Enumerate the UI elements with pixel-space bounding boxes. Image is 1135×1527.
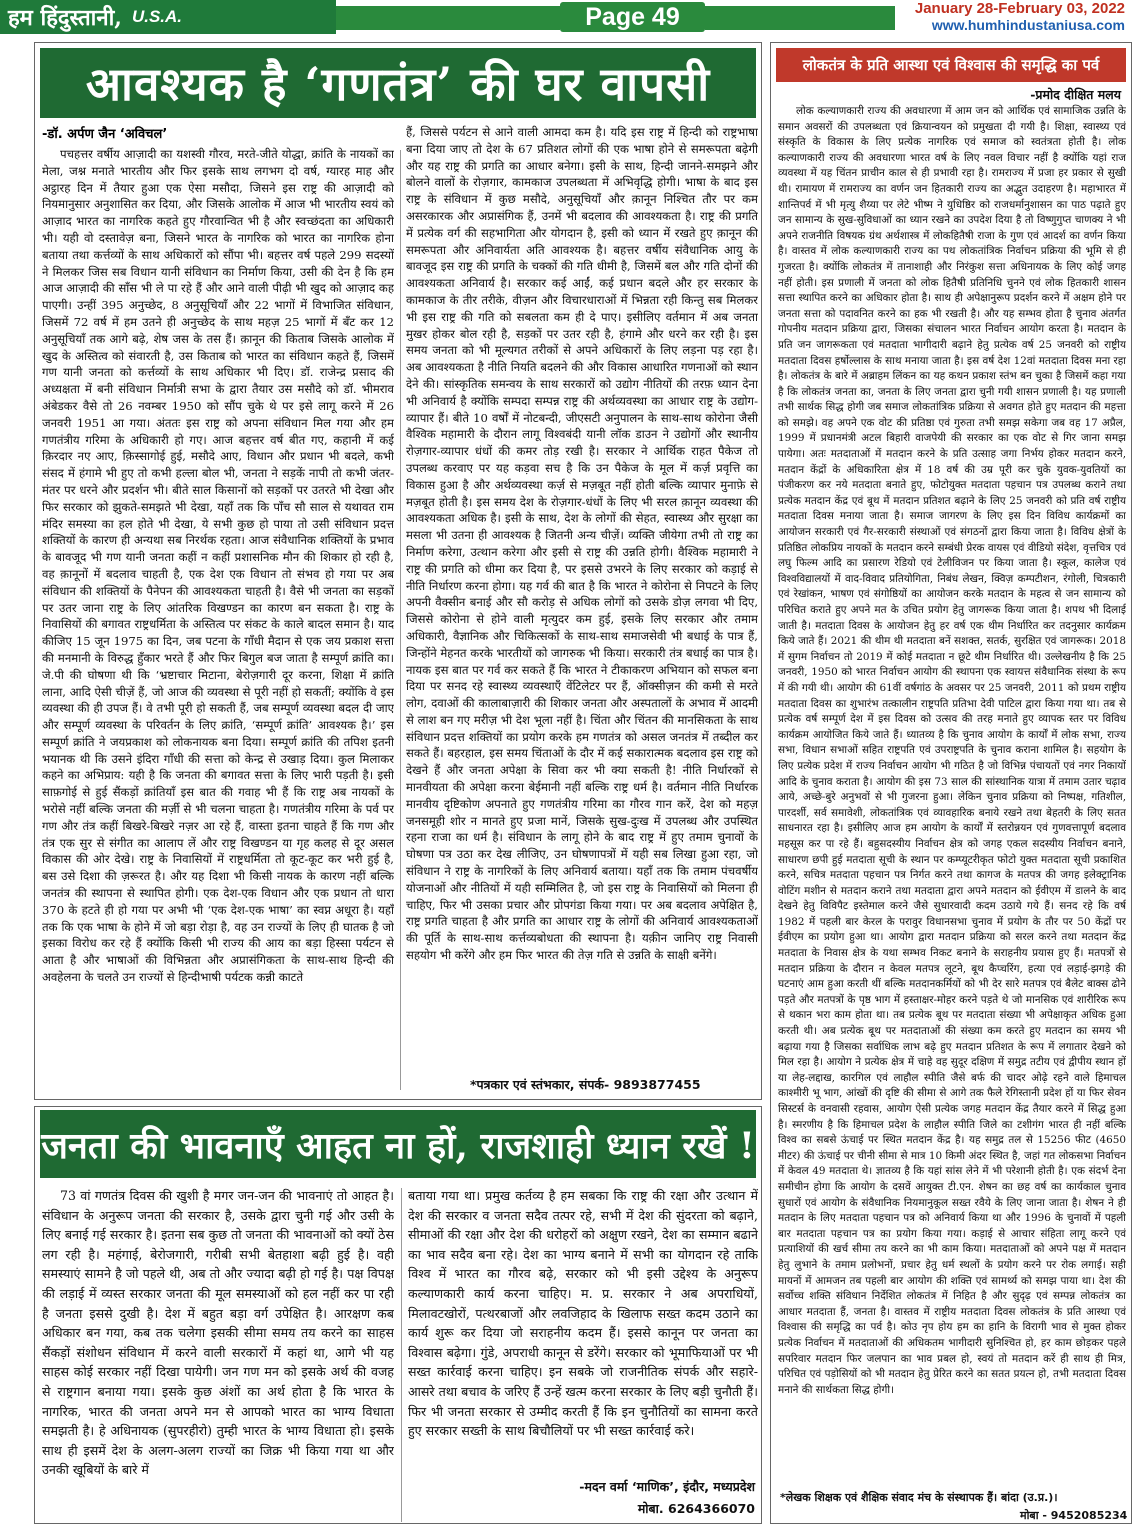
article-1-headline: आवश्यक है ‘गणतंत्र’ की घर वापसी (40, 48, 756, 118)
article-1-author: -डॉ. अर्पण जैन ‘अविचल’ (42, 127, 168, 142)
article-3-author: -प्रमोद दीक्षित मलय (1030, 87, 1121, 102)
article-3-signature: *लेखक शिक्षक एवं शैक्षिक संवाद मंच के संस्थापक हैं। बांदा (उ.प्र.)। (780, 1491, 1058, 1504)
article-3-text: लोक कल्याणकारी राज्य की अवधारणा में आम जन को आर्थिक एवं सामाजिक उन्नति के समान अवसरों की उपलब्धता एवं क्रियान्वयन को प्रमुखता दी गयी है। शिक्षा, स्वास्थ्य एवं संस्कृति के विकास के लिए प्रत्येक नागरिक एवं समाज को स्वतंत्रता होती है। लोक कल्याणकारी राज्य की अवधारणा भारत वर्ष के लिए नवल विचार नहीं है क्योंकि यहां राज व्यवस्था में यह चिंतन प्राचीन काल से ही प्रभावी रहा है। रामराज्य में प्रजा हर प्रकार से सुखी थी। रामायण में रामराज्य का वर्णन जन हितकारी राज्य का अद्भुत उदाहरण है। महाभारत में शान्तिपर्व में भी मृत्यु शैय्या पर लेटे भीष्म ने युधिष्ठिर को राजधर्मानुशासन का पाठ पढ़ाते हुए जन सामान्य के सुख-सुविधाओं का ध्यान रखने का उपदेश दिया है तो विष्णुगुप्त चाणक्य ने भी अपने राजनीति विषयक ग्रंथ अर्थशास्त्र में लोकहितैषी राजा के गुण एवं आदर्श का वर्णन किया है। वास्तव में लोक कल्याणकारी राज्य का पथ लोकतांत्रिक निर्वाचन प्रक्रिया की भूमि से ही गुजरता है। क्योंकि लोकतंत्र में तानाशाही और निरंकुश सत्ता अधिनायक के लिए कोई जगह नहीं होती। इस प्रणाली में जनता को लोक हितैषी प्रतिनिधि चुनने एवं लोक हितकारी शासन सत्ता स्थापित करने का अधिकार होता है। साथ ही अपेक्षानुरूप प्रदर्शन करने में अक्षम होने पर जनता सत्ता को पदावनित करने का हक भी रखती है। और यह सम्भव होता है चुनाव अंतर्गत गोपनीय मतदान प्रक्रिया द्वारा, जिसका संचालन भारत निर्वाचन आयोग करता है। मतदान के प्रति जन जागरूकता एवं मतदाता भागीदारी बढ़ाने हेतु प्रत्येक वर्ष 25 जनवरी को राष्ट्रीय मतदाता दिवस हर्षोल्लास के साथ मनाया जाता है। इस वर्ष देश 12वां मतदाता दिवस मना रहा है। लोकतंत्र के बारे में अब्राहम लिंकन का यह कथन प्रकाश स्तंभ बन चुका है जिसमें कहा गया है कि लोकतंत्र जनता का, जनता के लिए जनता द्वारा चुनी गयी शासन प्रणाली है। यह प्रणाली तभी सार्थक सिद्ध होगी जब समाज लोकतांत्रिक प्रक्रिया से अवगत होते हुए मतदान की महत्ता को समझे। वह अपने एक वोट की प्रतिष्ठा एवं गुरुता तभी समझ सकेगा जब वह 17 अप्रैल, 1999 में प्रधानमंत्री अटल बिहारी वाजपेयी की सरकार का एक वोट से गिर जाना समझ पायेगा। अतः मतदाताओं में मतदान करने के प्रति उत्साह जगा निर्भय होकर मतदान करने, मतदान केंद्रों के अधिकारिता क्षेत्र में 18 वर्ष की उम्र पूरी कर चुके युवक-युवतियों का पंजीकरण कर नये मतदाता बनाते हुए, फोटोयुक्त मतदाता पहचान पत्र उपलब्ध कराने तथा प्रत्येक मतदान केंद्र एवं बूथ में मतदान प्रतिशत बढ़ाने के लिए 25 जनवरी को प्रति वर्ष राष्ट्रीय मतदाता दिवस मनाया जाता है। समाज जागरण के लिए इस दिन विविध कार्यक्रमों का आयोजन सरकारी एवं गैर-सरकारी संस्थाओं एवं संगठनों द्वारा किया जाता है। विविध क्षेत्रों के प्रतिष्ठित लोकप्रिय नायकों के मतदान करने सम्बंधी प्रेरक वायस एवं वीडियो संदेश, वृत्तचित्र एवं लघु फिल्म आदि का प्रसारण रेडियो एवं टेलीविजन पर किया जाता है। स्कूल, कालेज एवं विश्वविद्यालयों में वाद-विवाद प्रतियोगिता, निबंध लेखन, क्विज़ कम्पटीशन, रंगोली, चित्रकारी एवं रेखांकन, भाषण एवं संगोष्ठियों का आयोजन करके मतदान के महत्व से जन सामान्य को परिचित कराते हुए अपने मत के उचित प्रयोग हेतु जागरूक किया जाता है। शपथ भी दिलाई जाती है। मतदाता दिवस के आयोजन हेतु हर वर्ष एक थीम निर्धारित कर तदनुसार कार्यक्रम किये जाते हैं। 2021 की थीम थी मतदाता बनें सशक्त, सतर्क, सुरक्षित एवं जागरूक। 2018 में सुगम निर्वाचन तो 2019 में कोई मतदाता न छूटे थीम निर्धारित थी। उल्लेखनीय है कि 25 जनवरी, 1950 को भारत निर्वाचन आयोग की स्थापना एक स्वायत्त संवैधानिक संस्था के रूप में की गयी थी। आयोग की 61वीं वर्षगांठ के अवसर पर 25 जनवरी, 2011 को प्रथम राष्ट्रीय मतदाता दिवस का शुभारंभ तत्कालीन राष्ट्रपति प्रतिभा देवी पाटिल द्वारा किया गया था। तब से प्रत्येक वर्ष सम्पूर्ण देश में इस दिवस को उत्सव की तरह मनाते हुए व्यापक स्तर पर विविध कार्यक्रम आयोजित किये जाते हैं। ध्यातव्य है कि चुनाव आयोग के कार्यों में लोक सभा, राज्य सभा, विधान सभाओं सहित राष्ट्रपति एवं उपराष्ट्रपति के चुनाव कराना शामिल है। सहयोग के लिए प्रत्येक प्रदेश में राज्य निर्वाचन आयोग भी गठित है जो विभिन्न पंचायतों एवं नगर निकायों आदि के चुनाव कराता है। आयोग की इस 73 साल की सांस्थानिक यात्रा में तमाम उतार चढ़ाव आये, अच्छे-बुरे अनुभवों से भी गुजरना हुआ। लेकिन चुनाव प्रक्रिया को निष्पक्ष, गतिशील, पारदर्शी, सर्व समावेशी, लोकतांत्रिक एवं व्यावहारिक बनाये रखने तथा बेहतरी के लिए सतत साधनारत रहा है। इसीलिए आज हम आयोग के कार्यों में स्तरोन्नयन एवं गुणवत्तापूर्ण बदलाव महसूस कर पा रहे हैं। बहुसदस्यीय निर्वाचन क्षेत्र को जगह एकल सदस्यीय निर्वाचन बनाने, साधारण छपी हुई मतदाता सूची के स्थान पर कम्प्यूटरीकृत फोटो युक्त मतदाता सूची प्रकाशित करने, सचित्र मतदाता पहचान पत्र निर्गत करने तथा कागज के मतपत्र की जगह इलेक्ट्रानिक वोटिंग मशीन से मतदान कराने तथा मतदाता द्वारा अपने मतदान को ईवीएम में डालने के बाद देखने हेतु विविपैट इस्तेमाल करने जैसे सुधारवादी कदम उठाये गये हैं। सनद रहे कि वर्ष 1982 में पहली बार केरल के परावुर विधानसभा चुनाव में प्रयोग के तौर पर 50 केंद्रों पर ईवीएम का प्रयोग हुआ था। आयोग द्वारा मतदान प्रक्रिया को सरल करने तथा मतदान केंद्र मतदाता के निवास क्षेत्र के यथा सम्भव निकट बनाने के सराहनीय प्रयास हुए हैं। मतपत्रों से मतदान प्रक्रिया के दौरान न केवल मतपत्र लूटने, बूथ कैप्चरिंग, हत्या एवं लड़ाई-झगड़े की घटनाएं आम हुआ करती थीं बल्कि मतदानकर्मियों को भी देर सारे मतपत्र एवं बैलेट बाक्स ढोने पड़ते और मतपत्रों के पृष्ठ भाग में हस्ताक्षर-मोहर करने पड़ते थे जो मानसिक एवं शारीरिक रूप से थकान भरा काम होता था। तब प्रत्येक बूथ पर मतदाता संख्या भी अपेक्षाकृत अधिक हुआ करती थी। अब प्रत्येक बूथ पर मतदाताओं की संख्या कम करते हुए मतदान का समय भी बढ़ाया गया है जिसका सर्वाधिक लाभ बढ़े हुए मतदान प्रतिशत के रूप में लगातार देखने को मिल रहा है। आयोग ने प्रत्येक क्षेत्र में चाहे वह सुदूर दक्षिण में समुद्र तटीय एवं द्वीपीय स्थान हों या लेह-लद्दाख, कारगिल एवं लाहौल स्पीति जैसे बर्फ की चादर ओढ़े रहने वाले हिमाचल काश्मीरी भू भाग, आंखों की दृष्टि की सीमा से आगे तक फैले रेगिस्तानी प्रदेश हों या फिर सेवन सिस्टर्स के वनवासी रहवास, आयोग ऐसी प्रत्येक जगह मतदान केंद्र तैयार करने में सिद्ध हुआ है। स्मरणीय है कि हिमाचल प्रदेश के लाहौल स्पीति जिले का टशीगंग भारत ही नहीं बल्कि विश्व का सबसे ऊंचाई पर स्थित मतदान केंद्र है। यह समुद्र तल से 15256 फीट (4650 मीटर) की ऊंचाई पर चीनी सीमा से मात्र 10 किमी अंदर स्थित है, जहां गत लोकसभा निर्वाचन में केवल 49 मतदाता थे। ज्ञातव्य है कि यहां सांस लेने में भी परेशानी होती है। एक संदर्भ देना समीचीन होगा कि आयोग के दसवें आयुक्त टी.एन. शेषन का छह वर्ष का कार्यकाल चुनाव सुधारों एवं आयोग के संवैधानिक नियमानुकूल सख्त रवैये के लिए जाना जाता है। शेषन ने ही मतदान के लिए मतदाता पहचान पत्र को अनिवार्य किया था और 1996 के चुनावों में पहली बार मतदाता पहचान पत्र का प्रयोग किया गया। कड़ाई से आचार संहिता लागू करने एवं प्रत्याशियों की खर्च सीमा तय करने का भी काम किया। मतदाताओं को अपने पक्ष में मतदान हेतु लुभाने के तमाम प्रलोभनों, प्रचार हेतु धर्म स्थलों के प्रयोग करने पर रोक लगाई। सही मायनों में आमजन तब पहली बार आयोग की शक्ति एवं सामर्थ्य को समझ पाया था। देश की सर्वोच्च शक्ति संविधान निर्देशित लोकतंत्र में निहित है और सुदृढ़ एवं सम्पन्न लोकतंत्र का आधार मतदाता हैं, जनता है। वास्तव में राष्ट्रीय मतदाता दिवस लोकतंत्र के प्रति आस्था एवं विश्वास की समृद्धि का पर्व है। कोउ नृप होय हम का हानि के विरागी भाव से मुक्त होकर प्रत्येक निर्वाचन में मतदाताओं की अधिकतम भागीदारी सुनिश्चित हो, हर काम छोड़कर पहले सपरिवार मतदान फिर जलपान का भाव प्रबल हो, स्वयं तो मतदान करें ही साथ ही मित्र, परिचित एवं पड़ोसियों को भी मतदान हेतु प्रेरित करने का सतत प्रयत्न हो, तभी मतदाता दिवस मनाने की सार्थकता सिद्ध होगी। (778, 105, 1126, 1396)
header-strip (336, 6, 560, 30)
column-divider (400, 150, 401, 1090)
article-1-signature: *पत्रकार एवं स्तंभकार, संपर्क- 9893877455 (470, 1077, 701, 1092)
article-3-headline: लोकतंत्र के प्रति आस्था एवं विश्वास की समृद्धि का पर्व (776, 48, 1126, 82)
website-link[interactable]: www.humhindustaniusa.com (931, 17, 1125, 33)
masthead-title: हम हिंदुस्तानी, (8, 5, 122, 31)
article-1-col1-text: पचहत्तर वर्षीय आज़ादी का यशस्वी गौरव, मरते-जीते योद्धा, क्रांति के नायकों का मेला, जश्न मनाते भारतीय और फिर इसके साथ लगभग दो वर्ष, ग्यारह माह और अट्ठारह दिन में तैयार हुआ एक ऐसा मसौदा, जिसने इस राष्ट्र की आज़ादी को नियमानुसार अनुशासित कर दिया, और जिसके आलोक में आज भी भारतीय स्वयं को आज़ाद भारत का नागरिक कहते हुए गौरवान्वित भी है और स्वच्छंदता का अधिकारी भी। यही वो दस्तावेज़ बना, जिसने भारत के नागरिक को भारत का नागरिक होना बताया तथा कर्त्तव्यों के साथ अधिकारों को सौंपा भी। बहत्तर वर्ष पहले 299 सदस्यों ने मिलकर जिस सब विधान यानी संविधान का निर्माण किया, उसी की देन है कि हम आज आज़ादी की साँस भी ले पा रहे हैं और आने वाली पीढ़ी भी खुद को आज़ाद कह पाएगी। उन्हीं 395 अनुच्छेद, 8 अनुसूचियाँ और 22 भागों में विभाजित संविधान, जिसमें 72 वर्ष में हम उतने ही अनुच्छेद के साथ महज़ 25 भागों में बँट कर 12 अनुसूचियाँ तक आगे बढ़े, शेष जस के तस हैं। क़ानून की किताब जिसके आलोक में खुद के अस्तित्व को संवारती है, उस किताब को भारत का संविधान कहते हैं, जिसमें गण यानी जनता को कर्त्तव्यों के साथ अधिकार भी दिए। डॉ. राजेन्द्र प्रसाद की अध्यक्षता में बनी संविधान निर्मात्री सभा के द्वारा तैयार उस मसौदे को डॉ. भीमराव अंबेडकर वैसे तो 26 नवम्बर 1950 को सौंप चुके थे पर इसे लागू करने में 26 जनवरी 1951 आ गया। अंततः इस राष्ट्र को अपना संविधान मिल गया और हम गणतंत्रीय गरिमा के अधिकारी हो गए। आज बहत्तर वर्ष बीत गए, कहानी में कई क़िरदार नए आए, क़िस्सागोई हुई, मसौदे आए, विधान और प्रधान भी बदले, कभी संसद में हंगामे भी हुए तो कभी हल्ला बोल भी, जनता ने सड़कें नापी तो कभी जंतर-मंतर पर धरने और प्रदर्शन भी। बीते साल किसानों को सड़कों पर उतरते भी देखा और फिर सरकार को झुकते-समझते भी देखा, यहाँ तक कि पाँच सौ साल से यथावत राम मंदिर समस्या का हल होते भी देखा, ये सभी कुछ हो पाया तो उसी संविधान प्रदत्त शक्तियों के कारण ही अन्यथा सब निरर्थक रहता। आज संवैधानिक शक्तियों के प्रभाव के बावजूद भी गण यानी जनता कहीं न कहीं प्रशासनिक मौन की शिकार हो रही है, वह क़ानूनों में बदलाव चाहती है, एक देश एक विधान तो संभव हो गया पर अब संविधान की शक्तियों के पैनेपन की आवश्यकता चाहती है। वैसे भी जनता का सड़कों पर उतर जाना राष्ट्र के लिए आंतरिक विखण्डन का कारण बन सकता है। राष्ट्र के निवासियों की बगावत राष्ट्रधर्मिता के अस्तित्व पर संकट के काले बादल समान है। याद कीजिए 15 जून 1975 का दिन, जब पटना के गाँधी मैदान से एक जय प्रकाश सत्ता की मनमानी के विरुद्ध हुँकार भरते हैं और फिर बिगुल बज जाता है सम्पूर्ण क्रांति का। जे.पी की घोषणा थी कि ‘भ्रष्टाचार मिटाना, बेरोज़गारी दूर करना, शिक्षा में क्रांति लाना, आदि ऐसी चीज़ें हैं, जो आज की व्यवस्था से पूरी नहीं हो सकतीं; क्योंकि वे इस व्यवस्था की ही उपज हैं। वे तभी पूरी हो सकती हैं, जब सम्पूर्ण व्यवस्था बदल दी जाए और सम्पूर्ण व्यवस्था के परिवर्तन के लिए क्रांति, ‘सम्पूर्ण क्रांति’ आवश्यक है।’ इस सम्पूर्ण क्रांति ने जयप्रकाश को लोकनायक बना दिया। सम्पूर्ण क्रांति की तपिश इतनी भयानक थी कि उसने इंदिरा गाँधी की सत्ता को केन्द्र से उखाड़ दिया। कुल मिलाकर कहने का अभिप्राय: यही है कि जनता की बगावत सत्ता के लिए भारी पड़ती है। इसी साफ़गोई से हुई सैंकड़ों क्रांतियाँ इस बात की गवाह भी हैं कि राष्ट्र अब नायकों के भरोसे नहीं बल्कि जनता की मर्ज़ी से भी चलना चाहता है। गणतंत्रीय गरिमा के पर्व पर गण और तंत्र कहीं बिखरे-बिखरे नज़र आ रहे हैं, वास्ता इतना चाहते हैं कि गण और तंत्र एक सुर से संगीत का आलाप लें और राष्ट्र विखण्डन या गृह कलह से दूर असल विकास की ओर देखे। राष्ट्र के निवासियों में राष्ट्रधर्मिता तो कूट-कूट कर भरी हुई है, बस उसे दिशा की ज़रूरत है। और यह दिशा भी किसी नायक के कारण नहीं बल्कि जनतंत्र की स्थापना से स्थापित होगी। एक देश-एक विधान और एक प्रधान तो धारा 370 के हटते ही हो गया पर अभी भी ‘एक देश-एक भाषा’ का स्वप्न अधूरा है। यहाँ तक कि एक भाषा के होने में जो बड़ा रोड़ा है, वह उन राज्यों के लिए ही घातक है जो इसका विरोध कर रहे हैं क्योंकि किसी भी राज्य की आय का बड़ा हिस्सा पर्यटन से आता है और भाषाओं की विभिन्नता और अप्रासंगिकता के साथ-साथ हिन्दी की अवहेलना के चलते उन राज्यों से हिन्दीभाषी पर्यटक कन्नी काटते (42, 147, 394, 985)
article-1-col2-text: हैं, जिससे पर्यटन से आने वाली आमदा कम है। यदि इस राष्ट्र में हिन्दी को राष्ट्रभाषा बना दिया जाए तो देश के 67 प्रतिशत लोगों की एक भाषा होने से समरूपता बढ़ेगी और यह राष्ट्र की प्रगति का आधार बनेगा। इसी के साथ, हिन्दी जानने-समझने और बोलने वालों के रोज़गार, कामकाज उपलब्धता में अभिवृद्धि होगी। भाषा के बाद इस राष्ट्र के संविधान में कुछ मसौदे, अनुसूचियाँ और क़ानून निश्चित तौर पर कम असरकारक और अप्रासंगिक हैं, उनमें भी बदलाव की आवश्यकता है। राष्ट्र की प्रगति में प्रत्येक वर्ग की सहभागिता और योगदान है, इसी को ध्यान में रखते हुए क़ानून की समरूपता और अनिवार्यता अति आवश्यक है। बहत्तर वर्षीय संवैधानिक आयु के बावजूद इस राष्ट्र की प्रगति के चक्कों की गति धीमी है, जिसमें बल और गति दोनों की आवश्यकता अनिवार्य है। सरकार कई आईं, कई प्रधान बदले और हर सरकार के कामकाज के तीर तरीके, वीज़न और विचारधाराओं में भिन्नता रही किन्तु सब मिलकर भी इस राष्ट्र की गति को सबलता कम ही दे पाए। इसीलिए वर्तमान में अब जनता मुखर होकर बोल रही है, सड़कों पर उतर रही है, हंगामे और धरने कर रही है। इस समय जनता को भी मूल्यगत तरीकों से अपने अधिकारों के लिए लड़ना पड़ रहा है। अब आवश्यकता है नीति नियति बदलने की और विकास आधारित गणनाओं को स्थान देने की। सांस्कृतिक समन्वय के साथ सरकारों को उद्योग नीतियों की तरफ़ ध्यान देना भी अनिवार्य है क्योंकि सम्पदा सम्पन्न राष्ट्र की अर्थव्यवस्था का आधार राष्ट्र के उद्योग-व्यापार हैं। बीते 10 वर्षों में नोटबन्दी, जीएसटी अनुपालन के साथ-साथ कोरोना जैसी वैश्विक महामारी के दौरान लागू विश्वबंदी यानी लॉक डाउन ने उद्योगों और स्थानीय रोज़गार-व्यापार धंधों की कमर तोड़ रखी है। सरकार ने आर्थिक राहत पैकेज तो उपलब्ध करवाए पर यह कड़वा सच है कि उन पैकेज के मूल में कर्ज़ प्रवृत्ति का विकास हुआ है और अर्थव्यवस्था कर्ज़ से मज़बूत नहीं होती बल्कि व्यापार मुनाफ़े से मज़बूत होती है। इस समय देश के रोज़गार-धंधों के लिए भी सरल क़ानून व्यवस्था की आवश्यकता अधिक है। इसी के साथ, देश के लोगों की सेहत, स्वास्थ्य और सुरक्षा का मसला भी उतना ही आवश्यक है जितनी अन्य चीज़ें। व्यक्ति जीयेगा तभी तो राष्ट्र का निर्माण करेगा, उत्थान करेगा और इसी से राष्ट्र की उन्नति होगी। वैश्विक महामारी ने राष्ट्र की प्रगति को धीमा कर दिया है, पर इससे उभरने के लिए सरकार को कड़ाई से नीति निर्धारण करना होगा। यह गर्व की बात है कि भारत ने कोरोना से निपटने के लिए अपनी वैक्सीन बनाई और सौ करोड़ से अधिक लोगों को उसके डोज़ लगवा भी दिए, जिससे कोरोना से होने वाली मृत्युदर कम हुई, इसके लिए सरकार और तमाम अधिकारी, वैज्ञानिक और चिकित्सकों के साथ-साथ समाजसेवी भी बधाई के पात्र हैं, जिन्होंने मेहनत करके भारतीयों को जागरुक भी किया। सरकारी तंत्र बधाई का पात्र है। नायक इस बात पर गर्व कर सकते हैं कि भारत ने टीकाकरण अभियान को सफल बना दिया पर सनद रहे स्वास्थ्य व्यवस्थाएँ वेंटिलेटर पर हैं, ऑक्सीज़न की कमी से मरते लोग, दवाओं की कालाबाज़ारी की शिकार जनता और अस्पतालों के अभाव में आदमी से लाश बन गए मरीज़ भी देश भूला नहीं है। चिंता और चिंतन की मानसिकता के साथ संविधान प्रदत्त शक्तियों का प्रयोग करके हम गणतंत्र को असल जनतंत्र में तब्दील कर सकते हैं। बहरहाल, इस समय चिंताओं के दौर में कई सकारात्मक बदलाव इस राष्ट्र को देखने हैं और जनता अपेक्षा के सिवा कर भी क्या सकती है! नीति निर्धारकों से मानवीयता की अपेक्षा करना बेईमानी नहीं बल्कि राष्ट्र धर्म है। वर्तमान नीति निर्धारक मानवीय दृष्टिकोण अपनाते हुए गणतंत्रीय गरिमा का गौरव गान करें, देश को महज़ जनसमूही शोर न मानते हुए प्रजा मानें, जिसके सुख-दुःख में उपलब्ध और उपस्थित रहना राजा का धर्म है। संविधान के लागू होने के बाद राष्ट्र में हुए तमाम चुनावों के घोषणा पत्र उठा कर देख लीजिए, उन घोषणापत्रों में यही सब लिखा हुआ रहा, जो संविधान ने राष्ट्र के नागरिकों के लिए अनिवार्य बताया। यहाँ तक कि तमाम पंचवर्षीय योजनाओं और नीतियों में यही सम्मिलित है, जो इस राष्ट्र के निवासियों को मिलना ही चाहिए, फिर भी उसका प्रचार और प्रोपगंडा किया गया। पर अब बदलाव अपेक्षित है, राष्ट्र प्रगति चाहता है और प्रगति का आधार राष्ट्र के लोगों की अनिवार्य आवश्यकताओं की पूर्ति के साथ-साथ कर्त्तव्यबोधता की स्थापना है। यक़ीन जानिए राष्ट्र निवासी सहयोग भी करेंगे और हम फिर भारत की तेज़ गति से उन्नति के साक्षी बनेंगे। (406, 125, 758, 963)
article-1-column-2 (406, 124, 758, 1070)
page-number-badge: Page 49 (560, 2, 705, 32)
article-2-col1-text: 73 वां गणतंत्र दिवस की खुशी है मगर जन-जन की भावनाएं तो आहत है। संविधान के अनुरूप जनता की सरकार है, उसके द्वारा चुनी गई और उसी के लिए बनाई गई सरकार है। इतना सब कुछ तो जनता की भावनाओं को क्यों ठेस लग रही है। महंगाई, बेरोजगारी, गरीबी सभी बेतहाशा बढ़ी हुई है। वही समस्याएं सामने है जो पहले थी, अब तो और ज्यादा बढ़ी हो गई है। पक्ष विपक्ष की लड़ाई में व्यस्त सरकार जनता की मूल समस्याओं को हल नहीं कर पा रही है जनता इससे दुखी है। देश में बहुत बड़ा वर्ग उपेक्षित है। आरक्षण कब अधिकार बन गया, कब तक चलेगा इसकी सीमा समय तय करने का साहस सैंकड़ों संशोधन संविधान में करने वाली सरकारों में कहां था, आगे भी यह साहस कोई सरकार नहीं दिखा पायेगी। जन गण मन को इसके अर्थ की वजह से राष्ट्रगान बनाया गया। इसके कुछ अंशों का अर्थ होता है कि भारत के नागरिक, भारत की जनता अपने मन से आपको भारत का भाग्य विधाता समझती है। हे अधिनायक (सुपरहीरो) तुम्ही भारत के भाग्य विधाता हो। इसके साथ ही इसमें देश के अलग-अलग राज्यों का जिक्र भी किया गया था और उनकी खूबियों के बारे में (42, 1188, 394, 1478)
column-divider (401, 1188, 402, 1522)
issue-date: January 28-February 03, 2022 (914, 0, 1125, 17)
article-2-signature: -मदन वर्मा ‘माणिक’, इंदौर, मध्यप्रदेश (579, 1479, 755, 1494)
header-strip (705, 6, 895, 30)
masthead-suffix: U.S.A. (131, 7, 182, 26)
article-2-column-2 (408, 1186, 758, 1486)
article-2-col2-text: बताया गया था। प्रमुख कर्तव्य है हम सबका कि राष्ट्र की रक्षा और उत्थान में देश की सरकार व जनता सदैव तत्पर रहे, सभी में देश की सुंदरता को बढ़ाने, सीमाओं की रक्षा और देश की धरोहरों को अक्षुण रखने, देश का सम्मान बढाने का भाव सदैव बना रहे। देश का भाग्य बनाने में सभी का योगदान रहे ताकि विश्व में भारत का गौरव बढ़े, सरकार को भी इसी उद्देश्य के अनुरूप कल्याणकारी कार्य करना चाहिए। म. प्र. सरकार ने अब अपराधियों, मिलावटखोरों, पत्थरबाजों और लवजिहाद के खिलाफ सख्त कदम उठाने का कार्य शुरू कर दिया जो सराहनीय कदम हैं। इससे कानून पर जनता का विश्वास बढ़ेगा। गुंडे, अपराधी कानून से डरेंगे। सरकार को भूमाफियाओं पर भी सख्त कार्रवाई करना चाहिए। इन सबके जो राजनीतिक संपर्क और सहारे-आसरे तथा बचाव के जरिए हैं उन्हें खत्म करना सरकार के लिए बड़ी चुनौती हैं। फिर भी जनता सरकार से उम्मीद करती हैं कि इन चुनौतियों का सामना करते हुए सरकार सख्ती के साथ बिचौलियों पर भी सख्त कार्रवाई करे। (408, 1188, 758, 1439)
article-1-column-1 (42, 146, 394, 1092)
masthead (0, 0, 336, 34)
article-2-headline: जनता की भावनाएँ आहत ना हों, राजशाही ध्यान रखें ! (40, 1110, 756, 1178)
article-2-column-1 (42, 1186, 394, 1522)
article-3-phone: मोबा - 9452085234 (1020, 1509, 1128, 1522)
article-2-phone: मोबा. 6264366070 (637, 1501, 755, 1516)
page-header (0, 0, 1135, 36)
dateline (915, 0, 1125, 34)
article-3-body (778, 104, 1126, 1488)
